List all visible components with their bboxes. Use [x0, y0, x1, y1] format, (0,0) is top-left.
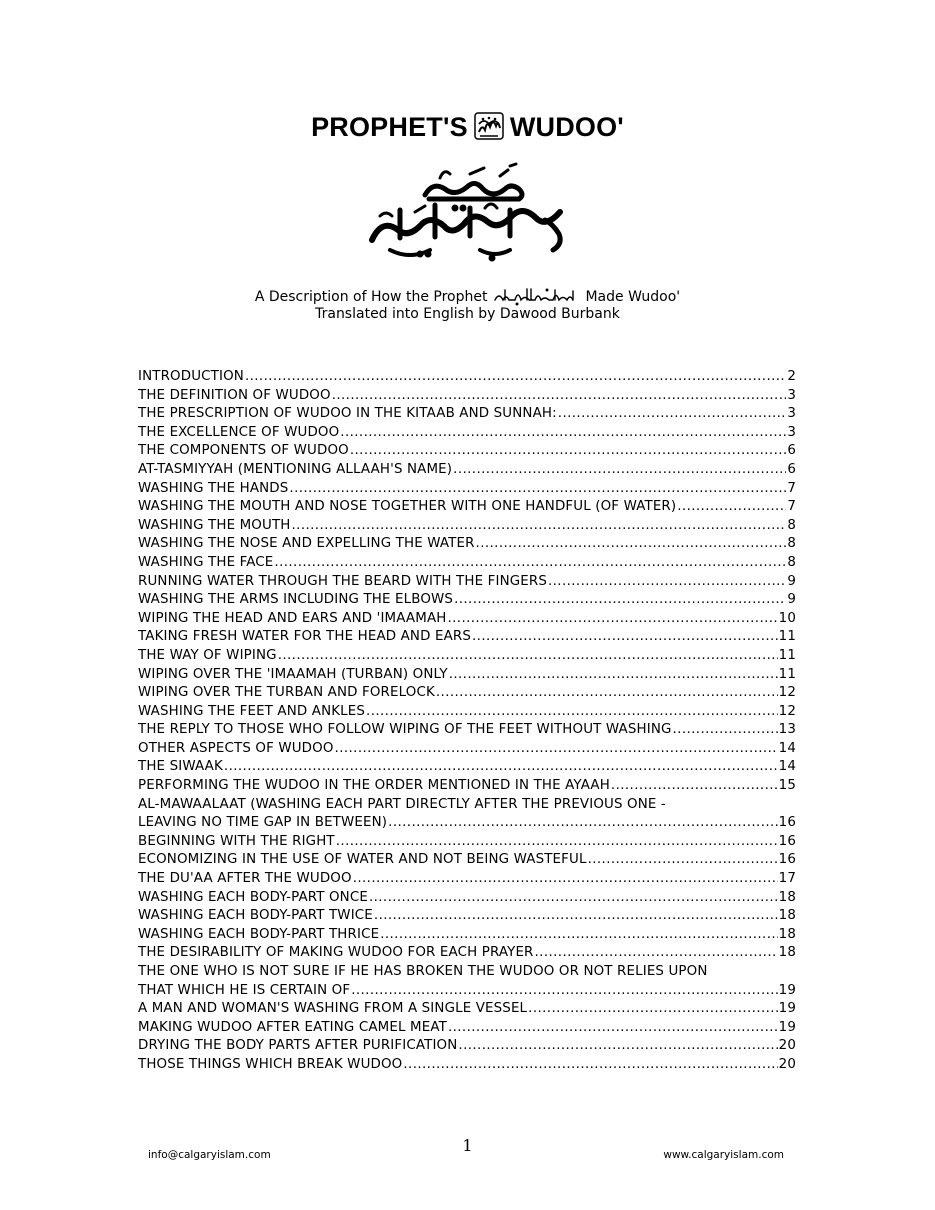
toc-dot-leader: [340, 424, 786, 443]
toc-entry-title: THE DU'AA AFTER THE WUDOO: [138, 871, 352, 887]
toc-entry[interactable]: [138, 777, 796, 796]
arabic-title-calligraphy: [360, 150, 575, 265]
toc-dot-leader: [673, 721, 778, 740]
toc-entry-title: ECONOMIZING IN THE USE OF WATER AND NOT BEING WASTEFUL: [138, 852, 587, 868]
toc-dot-leader: [369, 889, 778, 908]
toc-entry[interactable]: [138, 907, 796, 926]
toc-page-number: 10: [778, 610, 796, 626]
toc-page-number: 6: [787, 443, 796, 459]
toc-dot-leader: [588, 851, 778, 870]
toc-entry[interactable]: [138, 647, 796, 666]
toc-entry[interactable]: [138, 628, 796, 647]
toc-entry[interactable]: [138, 833, 796, 852]
toc-entry-title: THAT WHICH HE IS CERTAIN OF: [138, 982, 351, 998]
toc-dot-leader: [292, 517, 787, 536]
toc-entry-title: THOSE THINGS WHICH BREAK WUDOO: [138, 1056, 403, 1072]
toc-entry[interactable]: [138, 796, 796, 833]
toc-page-number: 15: [778, 778, 796, 794]
toc-entry[interactable]: [138, 461, 796, 480]
toc-dot-leader: [677, 498, 786, 517]
title-left: PROPHET'S: [311, 112, 468, 142]
toc-entry[interactable]: [138, 666, 796, 685]
toc-dot-leader: [224, 758, 778, 777]
toc-entry[interactable]: [138, 1000, 796, 1019]
subtitle-before: A Description of How the Prophet: [254, 289, 488, 305]
table-of-contents: [138, 368, 796, 1075]
toc-entry[interactable]: [138, 963, 796, 1000]
toc-dot-leader: [332, 387, 787, 406]
toc-dot-leader: [453, 461, 786, 480]
toc-dot-leader: [548, 573, 786, 592]
toc-entry-title: WASHING THE FEET AND ANKLES: [138, 703, 366, 719]
toc-dot-leader: [476, 535, 787, 554]
subtitle-after: Made Wudoo': [585, 289, 681, 305]
page-number: 1: [462, 1136, 473, 1155]
toc-entry[interactable]: [138, 424, 796, 443]
subtitle-description: [0, 286, 935, 306]
toc-page-number: 3: [787, 424, 796, 440]
toc-entry-title: WASHING THE MOUTH: [138, 517, 291, 533]
toc-page-number: 12: [778, 703, 796, 719]
footer-website: www.calgaryislam.com: [663, 1149, 784, 1161]
toc-dot-leader: [366, 703, 778, 722]
toc-entry[interactable]: [138, 889, 796, 908]
toc-dot-leader: [374, 907, 778, 926]
toc-page-number: 18: [778, 908, 796, 924]
toc-entry[interactable]: [138, 387, 796, 406]
toc-dot-leader: [245, 368, 786, 387]
title-right: WUDOO': [509, 112, 624, 142]
toc-dot-leader: [611, 777, 778, 796]
toc-page-number: 19: [778, 1001, 796, 1017]
toc-page-number: 16: [778, 833, 796, 849]
toc-entry-title: MAKING WUDOO AFTER EATING CAMEL MEAT: [138, 1019, 447, 1035]
toc-dot-leader: [335, 740, 778, 759]
toc-entry-title: THE REPLY TO THOSE WHO FOLLOW WIPING OF THE FEET WITHOUT WASHING: [138, 722, 672, 738]
toc-page-number: 3: [787, 406, 796, 422]
toc-entry[interactable]: [138, 368, 796, 387]
toc-entry-title: THE SIWAAK: [138, 759, 223, 775]
toc-entry-title: THE EXCELLENCE OF WUDOO: [138, 424, 340, 440]
toc-page-number: 6: [787, 461, 796, 477]
toc-entry[interactable]: [138, 926, 796, 945]
salawat-seal-icon: [474, 112, 504, 140]
toc-entry[interactable]: [138, 498, 796, 517]
toc-entry[interactable]: [138, 554, 796, 573]
translator-line: Translated into English by Dawood Burbank: [315, 306, 620, 322]
toc-entry-title: THE PRESCRIPTION OF WUDOO IN THE KITAAB AND SUNNAH:: [138, 406, 557, 422]
toc-entry-title: WASHING EACH BODY-PART ONCE: [138, 889, 368, 905]
toc-entry[interactable]: [138, 684, 796, 703]
document-title: [0, 112, 935, 143]
toc-entry-title: WIPING OVER THE 'IMAAMAH (TURBAN) ONLY: [138, 666, 448, 682]
toc-dot-leader: [351, 982, 777, 1001]
toc-dot-leader: [454, 591, 786, 610]
toc-page-number: 13: [778, 722, 796, 738]
toc-page-number: 20: [778, 1056, 796, 1072]
toc-page-number: 19: [778, 1019, 796, 1035]
toc-entry[interactable]: [138, 740, 796, 759]
toc-entry[interactable]: [138, 1019, 796, 1038]
toc-dot-leader: [278, 647, 778, 666]
toc-dot-leader: [458, 1037, 777, 1056]
toc-entry[interactable]: [138, 610, 796, 629]
toc-entry-title: THE DESIRABILITY OF MAKING WUDOO FOR EACH PRAYER: [138, 945, 534, 961]
toc-page-number: 18: [778, 889, 796, 905]
toc-dot-leader: [535, 944, 778, 963]
toc-page-number: 2: [787, 369, 796, 384]
toc-entry-title: WASHING THE FACE: [138, 554, 274, 570]
toc-entry-title: WIPING THE HEAD AND EARS AND 'IMAAMAH: [138, 610, 447, 626]
toc-dot-leader: [528, 1000, 777, 1019]
toc-page-number: 8: [787, 517, 796, 533]
toc-entry[interactable]: [138, 517, 796, 536]
toc-entry-title: INTRODUCTION: [138, 369, 244, 384]
toc-page-number: 7: [787, 480, 796, 496]
toc-page-number: 11: [778, 629, 796, 645]
toc-entry-title: TAKING FRESH WATER FOR THE HEAD AND EARS: [138, 629, 471, 645]
toc-entry[interactable]: [138, 721, 796, 740]
toc-entry[interactable]: [138, 405, 796, 424]
toc-entry-title: WASHING EACH BODY-PART TWICE: [138, 908, 373, 924]
toc-entry[interactable]: [138, 944, 796, 963]
toc-entry-title: PERFORMING THE WUDOO IN THE ORDER MENTIONED IN THE AYAAH: [138, 778, 610, 794]
toc-dot-leader: [353, 870, 778, 889]
toc-page-number: 12: [778, 685, 796, 701]
toc-page-number: 14: [778, 759, 796, 775]
toc-dot-leader: [472, 628, 778, 647]
toc-page-number: 8: [787, 554, 796, 570]
toc-entry[interactable]: [138, 591, 796, 610]
toc-entry-title: LEAVING NO TIME GAP IN BETWEEN): [138, 815, 388, 831]
toc-dot-leader: [388, 814, 777, 833]
toc-page-number: 19: [778, 982, 796, 998]
toc-page-number: 9: [787, 573, 796, 589]
toc-dot-leader: [447, 610, 777, 629]
toc-entry-title: WASHING EACH BODY-PART THRICE: [138, 926, 380, 942]
toc-entry-title: THE COMPONENTS OF WUDOO: [138, 443, 349, 459]
toc-entry-title: OTHER ASPECTS OF WUDOO: [138, 740, 334, 756]
toc-dot-leader: [558, 405, 787, 424]
toc-entry-title: AT-TASMIYYAH (MENTIONING ALLAAH'S NAME): [138, 461, 453, 477]
toc-entry-title: WASHING THE ARMS INCLUDING THE ELBOWS: [138, 592, 454, 608]
toc-dot-leader: [380, 926, 777, 945]
toc-entry[interactable]: [138, 535, 796, 554]
toc-entry[interactable]: [138, 851, 796, 870]
toc-entry-title: THE WAY OF WIPING: [138, 647, 277, 663]
toc-entry-title: RUNNING WATER THROUGH THE BEARD WITH THE FINGERS: [138, 573, 547, 589]
toc-entry-title: WASHING THE NOSE AND EXPELLING THE WATER: [138, 536, 475, 552]
toc-entry-title-line1: THE ONE WHO IS NOT SURE IF HE HAS BROKEN THE WUDOO OR NOT RELIES UPON: [138, 964, 708, 979]
toc-dot-leader: [274, 554, 786, 573]
toc-entry[interactable]: [138, 758, 796, 777]
toc-dot-leader: [449, 666, 778, 685]
toc-entry[interactable]: [138, 442, 796, 461]
toc-entry[interactable]: [138, 1056, 796, 1075]
toc-page-number: 7: [787, 499, 796, 515]
toc-dot-leader: [336, 833, 778, 852]
toc-dot-leader: [289, 480, 786, 499]
toc-entry-title: DRYING THE BODY PARTS AFTER PURIFICATION: [138, 1038, 458, 1054]
toc-page-number: 18: [778, 926, 796, 942]
toc-page-number: 9: [787, 592, 796, 608]
toc-entry[interactable]: [138, 1037, 796, 1056]
toc-page-number: 17: [778, 871, 796, 887]
toc-entry-title: THE DEFINITION OF WUDOO: [138, 387, 331, 403]
toc-dot-leader: [448, 1019, 778, 1038]
toc-dot-leader: [436, 684, 778, 703]
toc-entry-title: WASHING THE MOUTH AND NOSE TOGETHER WITH ONE HANDFUL (OF WATER): [138, 499, 677, 515]
toc-page-number: 16: [778, 815, 796, 831]
salawat-honorific-icon: [493, 286, 583, 306]
toc-entry[interactable]: [138, 703, 796, 722]
toc-entry-title: WIPING OVER THE TURBAN AND FORELOCK: [138, 685, 435, 701]
toc-dot-leader: [403, 1056, 777, 1075]
toc-page-number: 14: [778, 740, 796, 756]
toc-page-number: 8: [787, 536, 796, 552]
toc-page-number: 3: [787, 387, 796, 403]
toc-entry[interactable]: [138, 573, 796, 592]
toc-page-number: 16: [778, 852, 796, 868]
toc-page-number: 20: [778, 1038, 796, 1054]
toc-page-number: 18: [778, 945, 796, 961]
toc-entry[interactable]: [138, 870, 796, 889]
toc-entry-title: WASHING THE HANDS: [138, 480, 289, 496]
toc-entry-title-line1: AL-MAWAALAAT (WASHING EACH PART DIRECTLY AFTER THE PREVIOUS ONE -: [138, 796, 666, 812]
toc-entry-title: BEGINNING WITH THE RIGHT: [138, 833, 335, 849]
toc-entry[interactable]: [138, 480, 796, 499]
footer-email: info@calgaryislam.com: [148, 1149, 271, 1161]
toc-page-number: 11: [778, 647, 796, 663]
toc-entry-title: A MAN AND WOMAN'S WASHING FROM A SINGLE VESSEL: [138, 1001, 528, 1017]
toc-dot-leader: [350, 442, 786, 461]
toc-page-number: 11: [778, 666, 796, 682]
